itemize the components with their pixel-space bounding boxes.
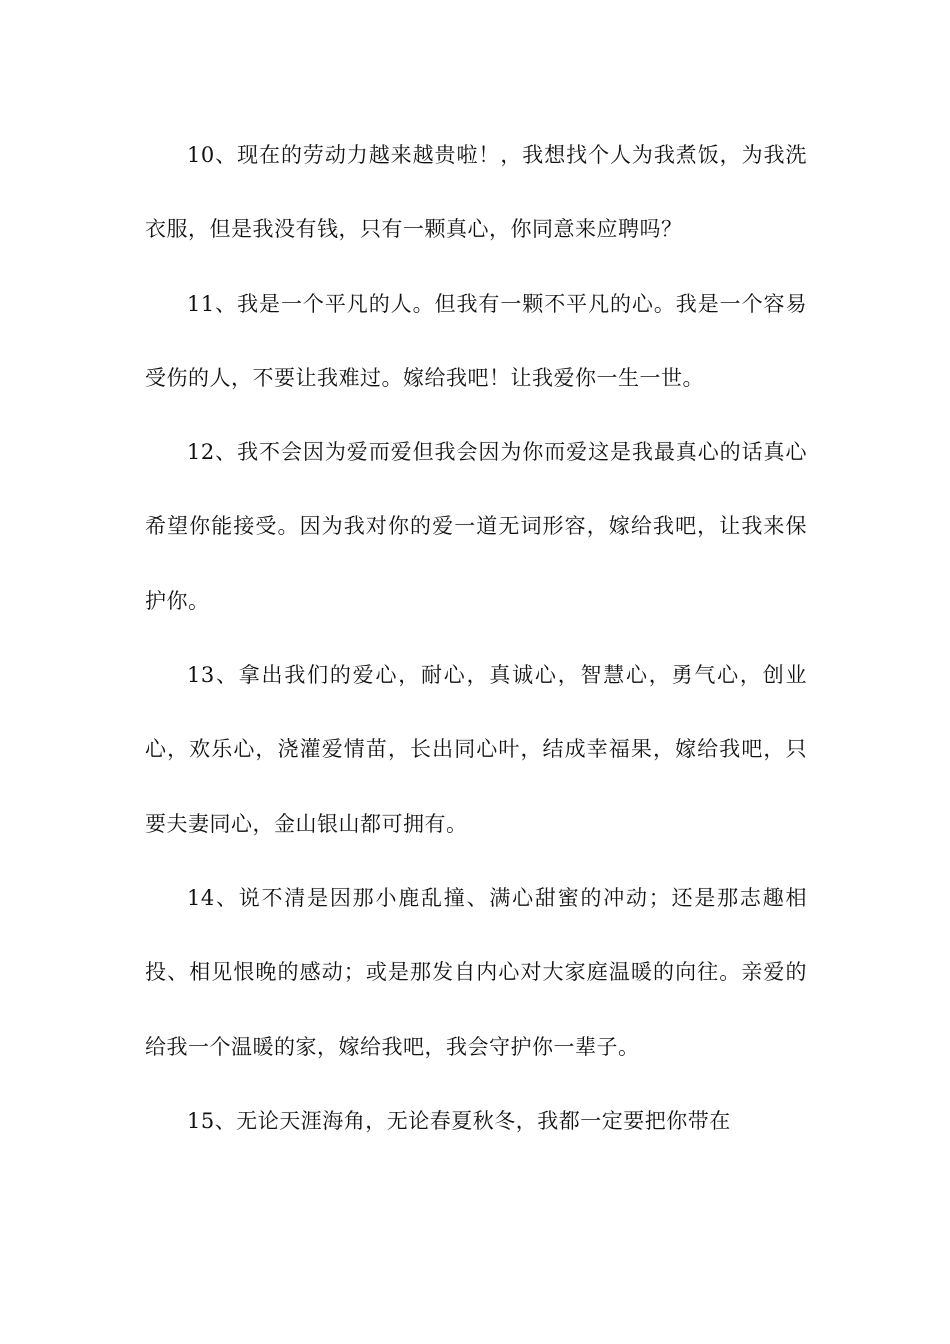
paragraph-11: 11、我是一个平凡的人。但我有一颗不平凡的心。我是一个容易受伤的人，不要让我难过。嫁给我吧！让我爱你一生一世。 [145, 291, 807, 390]
paragraph-12: 12、我不会因为爱而爱但我会因为你而爱这是我最真心的话真心希望你能接受。因为我对你的爱一道无词形容，嫁给我吧，让我来保护你。 [145, 440, 807, 613]
paragraph-15: 15、无论天涯海角，无论春夏秋冬，我都一定要把你带在 [187, 1108, 731, 1133]
paragraph-10: 10、现在的劳动力越来越贵啦！，我想找个人为我煮饭，为我洗衣服，但是我没有钱，只有一颗真心，你同意来应聘吗？ [145, 143, 807, 242]
paragraph-13: 13、拿出我们的爱心，耐心，真诚心，智慧心，勇气心，创业心，欢乐心，浇灌爱情苗，长出同心叶，结成幸福果，嫁给我吧，只要夫妻同心，金山银山都可拥有。 [145, 663, 807, 836]
paragraph-14: 14、说不清是因那小鹿乱撞、满心甜蜜的冲动；还是那志趣相投、相见恨晚的感动；或是那发自内心对大家庭温暖的向往。亲爱的给我一个温暖的家，嫁给我吧，我会守护你一辈子。 [145, 885, 807, 1059]
document-body [145, 118, 807, 1158]
